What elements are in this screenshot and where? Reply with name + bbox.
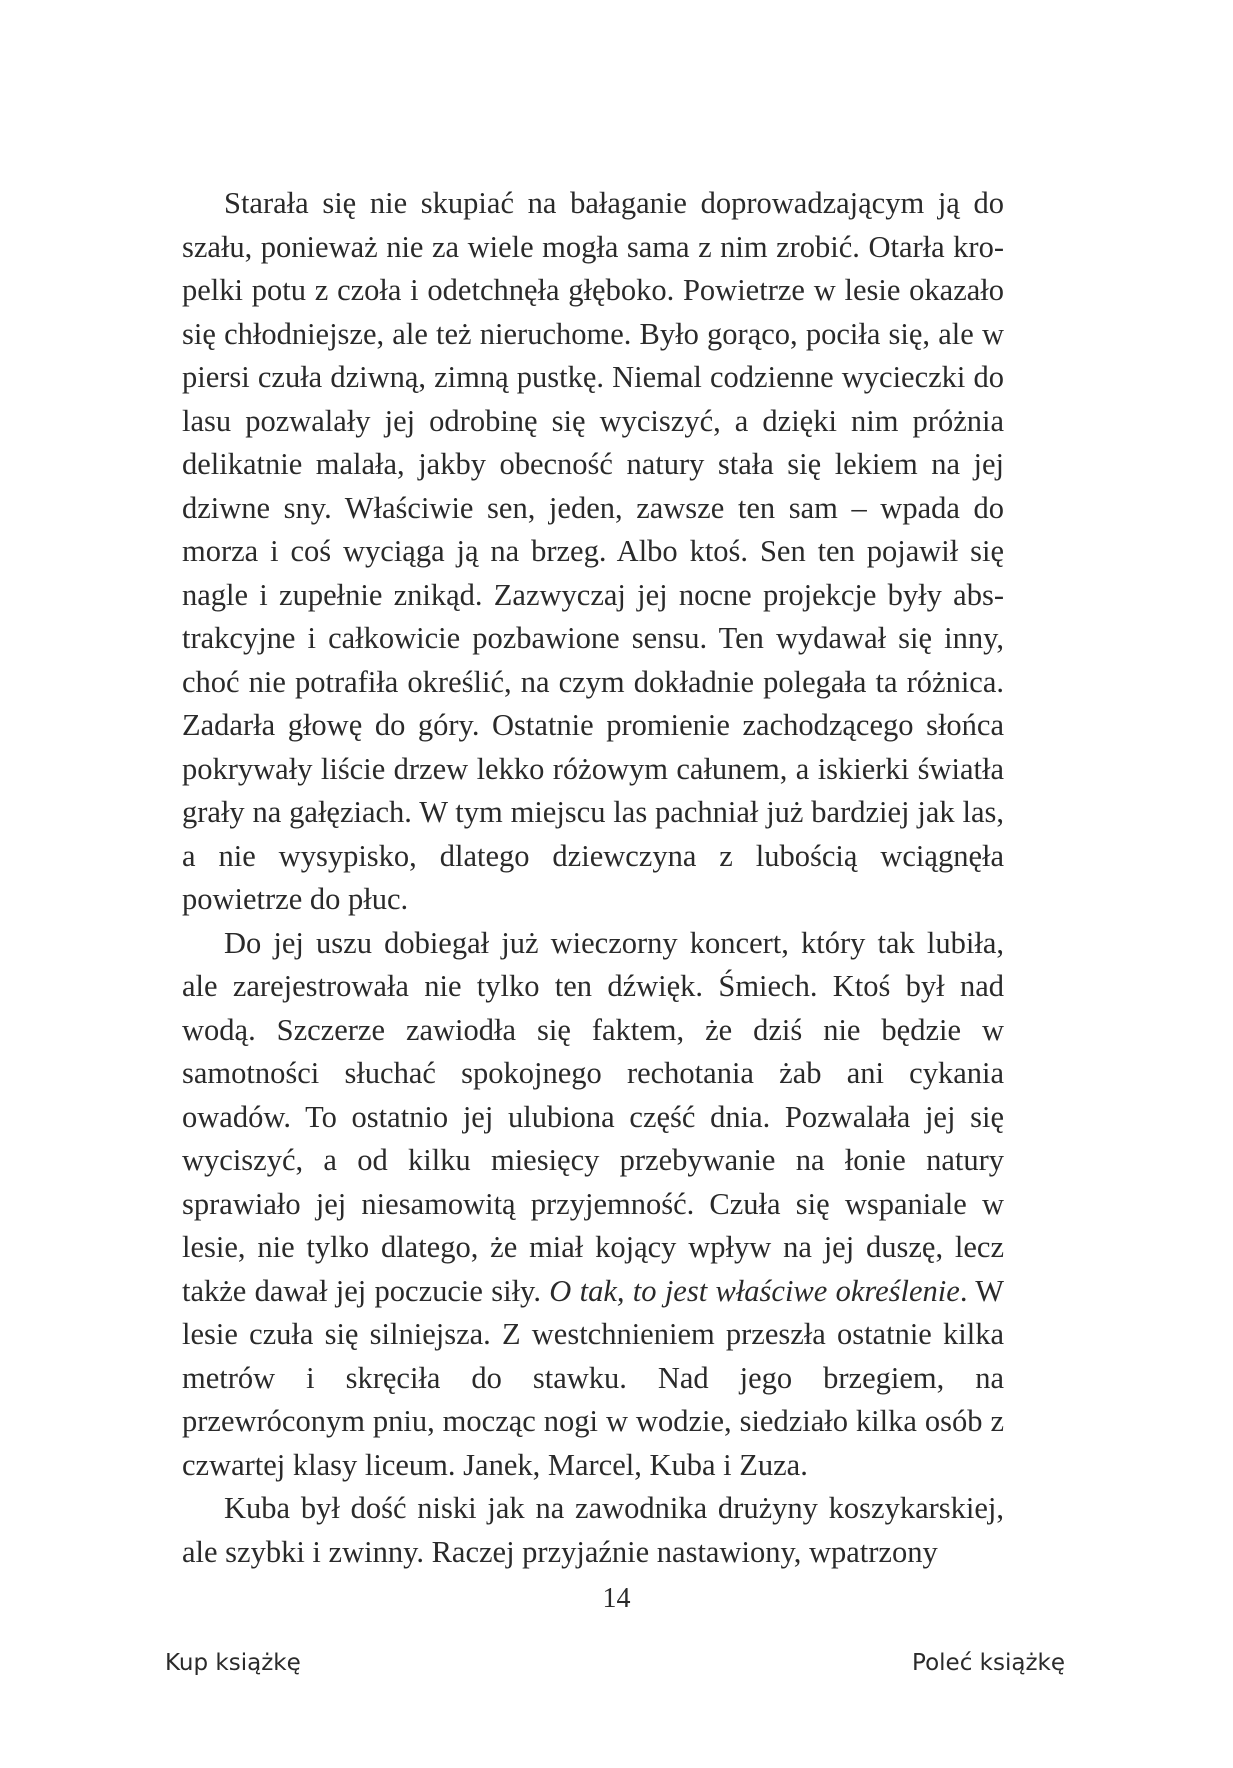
recommend-book-link[interactable]: Poleć książkę	[912, 1650, 1065, 1676]
body-text	[182, 182, 1004, 1574]
paragraph	[182, 182, 1004, 922]
buy-book-link[interactable]: Kup książkę	[165, 1650, 301, 1676]
text-run: Starała się nie skupiać na bałaganie doprowadzającym ją do szału, ponieważ nie za wiele mogła sama z nim zrobić. Otarła kropelki potu z czoła i odetchnęła głęboko. Powietrze w lesie okazało się chłodniejsze, ale też nieruchome. Było gorąco, pociła się, ale w piersi czuła dziwną, zimną pustkę. Niemal codzienne wycieczki do lasu pozwalały jej odrobinę się wyciszyć, a dzięki nim próżnia delikatnie malała, jakby obecność natury stała się lekiem na jej dziwne sny. Właściwie sen, jeden, zawsze ten sam – wpada do morza i coś wyciąga ją na brzeg. Albo ktoś. Sen ten pojawił się nagle i zupełnie znikąd. Zazwyczaj jej nocne projekcje były abstrakcyjne i całkowicie pozbawione sensu. Ten wydawał się inny, choć nie potrafiła określić, na czym dokładnie polegała ta różnica. Zadarła głowę do góry. Ostatnie promienie zachodzącego słońca pokrywały liście drzew lekko różowym całunem, a iskierki światła grały na gałęziach. W tym miejscu las pachniał już bardziej jak las, a nie wysypisko, dlatego dziewczyna z lubością wciągnęła powietrze do płuc.	[182, 186, 1004, 916]
text-run: Do jej uszu dobiegał już wieczorny koncert, który tak lubiła, ale zarejestrowała nie tylko ten dźwięk. Śmiech. Ktoś był nad wodą. Szczerze zawiodła się faktem, że dziś nie będzie w samotności słuchać spokojnego rechotania żab ani cykania owadów. To ostatnio jej ulubiona część dnia. Pozwalała jej się wyciszyć, a od kilku miesięcy przebywanie na łonie natury sprawiało jej niesamowitą przyjemność. Czuła się wspaniale w lesie, nie tylko dlatego, że miał kojący wpływ na jej duszę, lecz także dawał jej poczucie siły.	[182, 925, 1004, 1308]
paragraph	[182, 1487, 1004, 1574]
text-run: . W lesie czuła się silniejsza. Z westchnieniem przeszła ostatnie kilka metrów i skręciła do stawku. Nad jego brzegiem, na przewróconym pniu, mocząc nogi w wodzie, siedziało kilka osób z czwartej klasy liceum. Janek, Marcel, Kuba i Zuza.	[182, 1273, 1004, 1482]
paragraph	[182, 922, 1004, 1488]
text-run: Kuba był dość niski jak na zawodnika drużyny koszykarskiej, ale szybki i zwinny. Raczej przyjaźnie nastawiony, wpatrzony	[182, 1491, 1004, 1569]
page-number: 14	[602, 1583, 631, 1614]
italic-text-run: O tak, to jest właściwe określenie	[549, 1273, 960, 1308]
